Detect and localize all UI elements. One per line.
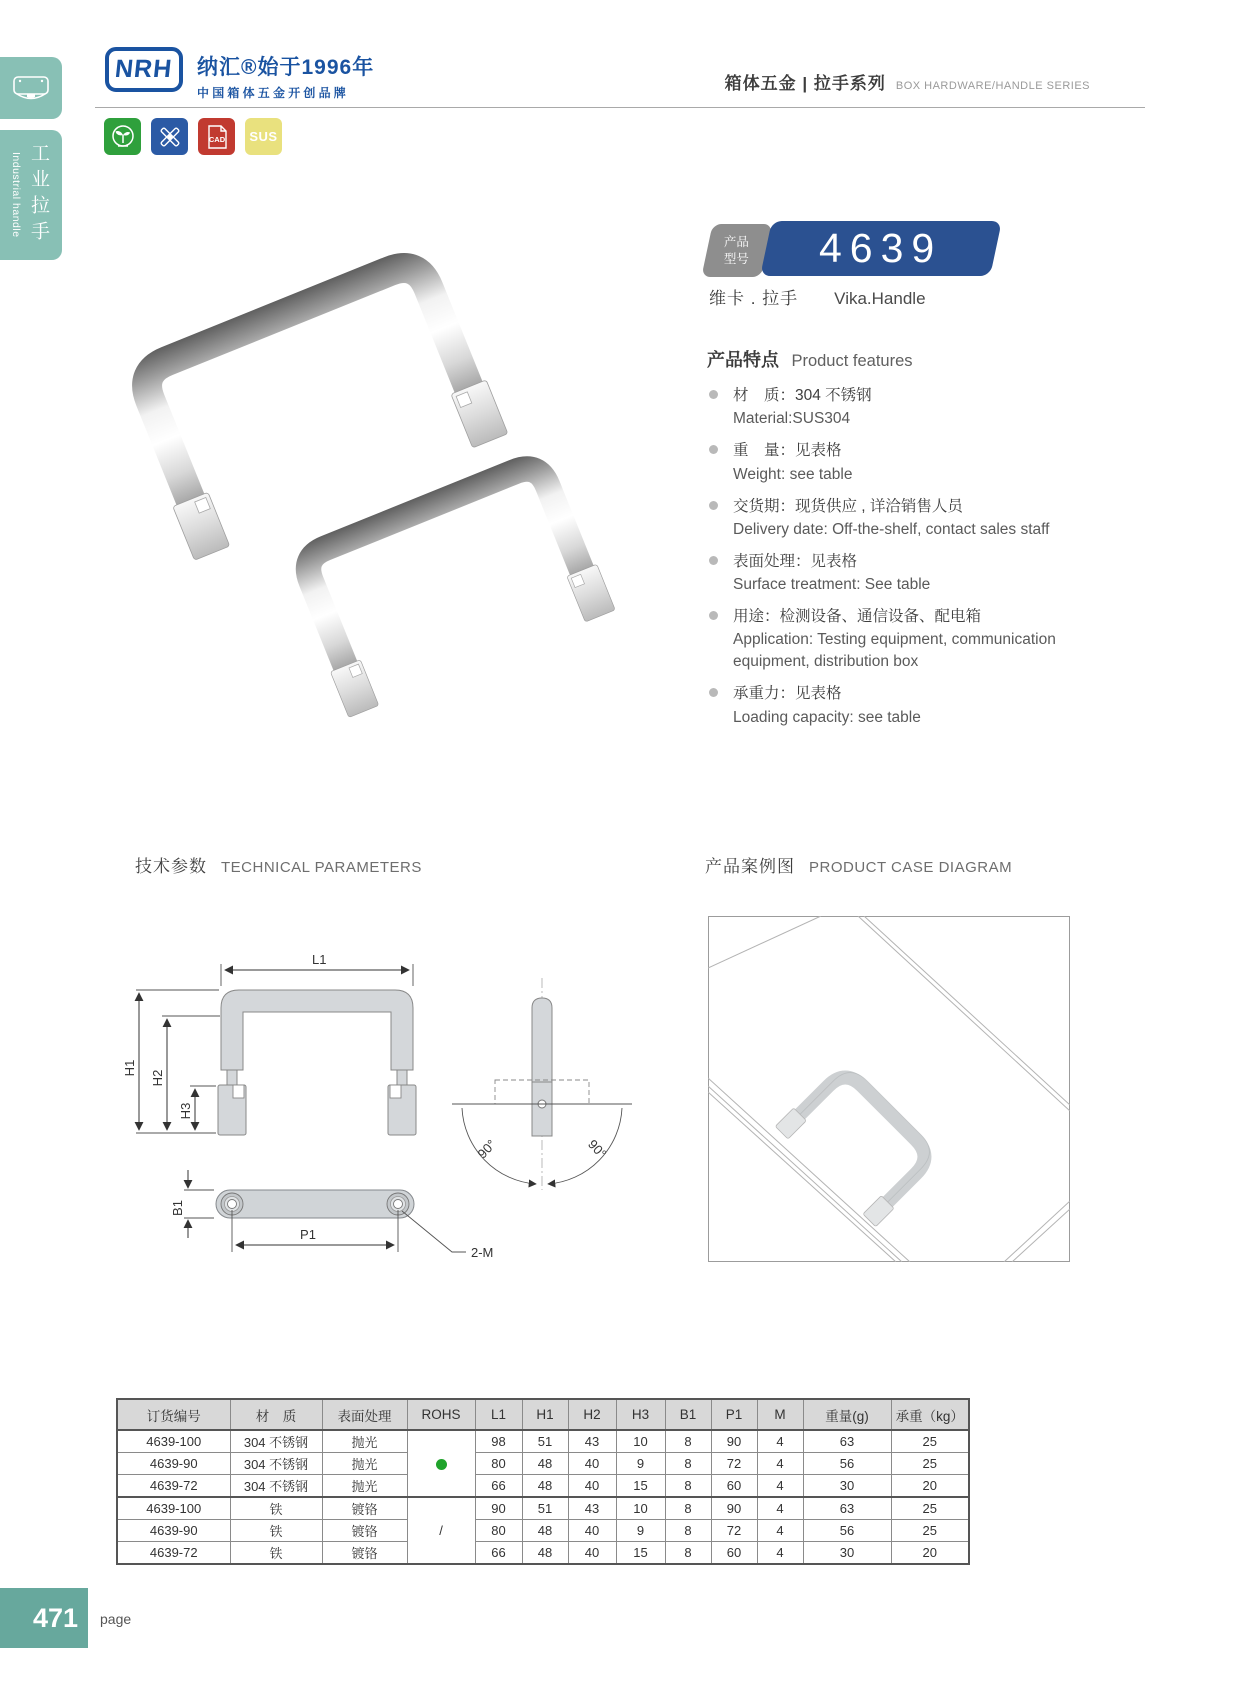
feature-cn: 用途：检测设备、通信设备、配电箱: [733, 608, 982, 625]
cell: 40: [568, 1453, 616, 1475]
table-row: [117, 1520, 969, 1542]
cell: 镀铬: [322, 1520, 407, 1542]
sidebar-category-tab: [0, 57, 62, 119]
features-list: [707, 384, 1095, 729]
cell: 4: [757, 1430, 803, 1453]
cell: 8: [665, 1497, 711, 1520]
cell: 60: [711, 1475, 757, 1498]
cell: 15: [616, 1542, 665, 1565]
cell: 72: [711, 1453, 757, 1475]
column-header: H3: [616, 1399, 665, 1430]
cell: 51: [522, 1497, 568, 1520]
cell: 40: [568, 1520, 616, 1542]
cell: 抛光: [322, 1453, 407, 1475]
cell: 40: [568, 1542, 616, 1565]
page-series-header: [640, 69, 1090, 94]
dim-h1: H1: [122, 1059, 137, 1077]
table-row: [117, 1430, 969, 1453]
cell: 4639-90: [117, 1520, 230, 1542]
feature-item: [707, 495, 1095, 541]
column-header: 承重（kg）: [891, 1399, 969, 1430]
cell: 60: [711, 1542, 757, 1565]
cell: 铁: [230, 1497, 322, 1520]
cell: 63: [803, 1497, 891, 1520]
case-diagram-drawing: [708, 916, 1070, 1262]
rohs-cell: [407, 1430, 475, 1497]
cell: 48: [522, 1542, 568, 1565]
cell: 66: [475, 1542, 522, 1565]
cell: 66: [475, 1475, 522, 1498]
cell: 9: [616, 1520, 665, 1542]
cell: 43: [568, 1497, 616, 1520]
cell: 48: [522, 1453, 568, 1475]
product-name: [709, 284, 926, 309]
dim-p1: P1: [300, 1227, 316, 1242]
cell: 4: [757, 1520, 803, 1542]
feature-en: Delivery date: Off-the-shelf, contact sales staff: [733, 520, 1050, 538]
cell: 4: [757, 1475, 803, 1498]
cell: 304 不锈钢: [230, 1453, 322, 1475]
cell: 90: [711, 1497, 757, 1520]
cell: 4: [757, 1453, 803, 1475]
feature-item: [707, 439, 1095, 485]
cell: 4639-72: [117, 1542, 230, 1565]
tech-title-en: TECHNICAL PARAMETERS: [221, 859, 422, 876]
case-diagram-title: [705, 852, 1012, 877]
table-row: [117, 1475, 969, 1498]
feature-en: Application: Testing equipment, communication equipment, distribution box: [733, 631, 1056, 671]
cell: 80: [475, 1453, 522, 1475]
cell: 25: [891, 1453, 969, 1475]
feature-item: [707, 550, 1095, 596]
rohs-compliant-dot: [436, 1459, 447, 1470]
cell: 8: [665, 1453, 711, 1475]
feature-en: Material:SUS304: [733, 410, 851, 428]
column-header: 表面处理: [322, 1399, 407, 1430]
tech-title-cn: 技术参数: [135, 857, 207, 876]
cell: 抛光: [322, 1475, 407, 1498]
case-title-en: PRODUCT CASE DIAGRAM: [809, 859, 1013, 876]
cell: 20: [891, 1475, 969, 1498]
header-row: [117, 1399, 969, 1430]
case-title-cn: 产品案例图: [705, 857, 795, 876]
cell: 48: [522, 1520, 568, 1542]
dim-h2: H2: [150, 1069, 165, 1087]
cell: 10: [616, 1430, 665, 1453]
cell: 63: [803, 1430, 891, 1453]
page-number: 471: [32, 1602, 78, 1633]
product-features: [707, 346, 1095, 738]
feature-cn: 表面处理：见表格: [733, 552, 858, 570]
table-row: [117, 1497, 969, 1520]
certification-icons: [104, 118, 282, 155]
cell: 4: [757, 1497, 803, 1520]
dim-b1: B1: [170, 1200, 185, 1216]
feature-cn: 交货期：现货供应 , 详洽销售人员: [733, 497, 963, 515]
column-header: H1: [522, 1399, 568, 1430]
cell: 56: [803, 1453, 891, 1475]
feature-en: Surface treatment: See table: [733, 576, 931, 593]
cell: 72: [711, 1520, 757, 1542]
cell: 43: [568, 1430, 616, 1453]
cell: 10: [616, 1497, 665, 1520]
series-title-cn: 箱体五金 | 拉手系列: [724, 74, 886, 93]
feature-item: [707, 682, 1095, 728]
tools-icon: [151, 118, 188, 155]
feature-item: [707, 384, 1095, 430]
table-row: [117, 1453, 969, 1475]
cell: 48: [522, 1475, 568, 1498]
eco-icon: [104, 118, 141, 155]
product-photo: [95, 185, 660, 775]
brand-logo-text: NRH: [113, 55, 175, 83]
cell: 40: [568, 1475, 616, 1498]
page-label: page: [100, 1611, 132, 1627]
cell: 4639-100: [117, 1497, 230, 1520]
features-title-cn: 产品特点: [707, 350, 779, 370]
features-title: [707, 346, 1095, 372]
cell: 51: [522, 1430, 568, 1453]
cell: 25: [891, 1430, 969, 1453]
column-header: 材 质: [230, 1399, 322, 1430]
cell: 铁: [230, 1520, 322, 1542]
handle-small: [287, 456, 615, 717]
technical-parameters-title: [135, 852, 422, 877]
cell: 8: [665, 1542, 711, 1565]
sus-icon: [245, 118, 282, 155]
cell: 25: [891, 1497, 969, 1520]
cell: 4639-72: [117, 1475, 230, 1498]
sidebar-series-tab: [0, 130, 62, 260]
cell: 98: [475, 1430, 522, 1453]
series-title-en: BOX HARDWARE/HANDLE SERIES: [895, 80, 1090, 92]
column-header: M: [757, 1399, 803, 1430]
cell: 8: [665, 1475, 711, 1498]
series-vertical-cn: 工业拉手: [28, 143, 49, 247]
cell: 8: [665, 1520, 711, 1542]
model-number-tag: [760, 221, 1002, 276]
column-header: B1: [665, 1399, 711, 1430]
model-code-label-1: 产品: [724, 234, 750, 249]
cell: 90: [711, 1430, 757, 1453]
cell: 20: [891, 1542, 969, 1565]
cad-icon-label: CAD: [208, 134, 225, 144]
product-name-en: Vika.Handle: [834, 289, 926, 308]
cell: 30: [803, 1542, 891, 1565]
rohs-cell: /: [407, 1497, 475, 1564]
column-header: H2: [568, 1399, 616, 1430]
cell: 56: [803, 1520, 891, 1542]
series-vertical-en: Industrial handle: [10, 152, 22, 238]
handle-large: [121, 253, 507, 560]
cell: 80: [475, 1520, 522, 1542]
spec-table-body: [117, 1430, 969, 1564]
cell: 镀铬: [322, 1542, 407, 1565]
cell: 铁: [230, 1542, 322, 1565]
model-number: 4639: [819, 225, 943, 271]
cell: 15: [616, 1475, 665, 1498]
cell: 8: [665, 1430, 711, 1453]
cell: 304 不锈钢: [230, 1430, 322, 1453]
cad-icon: [198, 118, 235, 155]
cell: 4: [757, 1542, 803, 1565]
cell: 4639-100: [117, 1430, 230, 1453]
feature-cn: 重 量：见表格: [733, 442, 842, 460]
cell: 25: [891, 1520, 969, 1542]
spec-table: [116, 1398, 970, 1565]
sus-icon-label: SUS: [249, 129, 278, 144]
model-code-label-2: 型号: [724, 251, 750, 266]
feature-cn: 材 质：304 不锈钢: [733, 387, 872, 404]
dim-angle-right: 90°: [585, 1136, 610, 1162]
column-header: 订货编号: [117, 1399, 230, 1430]
brand-line1: 纳汇®始于1996年: [197, 56, 375, 79]
product-name-cn: 维卡 . 拉手: [709, 289, 799, 308]
dim-screws: 2-M: [471, 1245, 494, 1260]
brand-slogan: [197, 51, 374, 101]
features-title-en: Product features: [791, 352, 913, 370]
dim-h3: H3: [178, 1102, 193, 1120]
brand-line2: 中国箱体五金开创品牌: [197, 86, 350, 100]
column-header: P1: [711, 1399, 757, 1430]
cell: 抛光: [322, 1430, 407, 1453]
cell: 镀铬: [322, 1497, 407, 1520]
column-header: L1: [475, 1399, 522, 1430]
column-header: ROHS: [407, 1399, 475, 1430]
dim-angle-left: 90°: [474, 1136, 499, 1162]
feature-item: [707, 605, 1095, 673]
brand-logo: [105, 47, 183, 92]
cell: 30: [803, 1475, 891, 1498]
table-row: [117, 1542, 969, 1565]
case-latch-icon: [9, 71, 53, 105]
header-divider: [95, 107, 1145, 108]
dim-l1: L1: [312, 952, 327, 967]
technical-drawing: [100, 878, 660, 1263]
feature-cn: 承重力：见表格: [733, 685, 842, 703]
cell: 90: [475, 1497, 522, 1520]
column-header: 重量(g): [803, 1399, 891, 1430]
cell: 9: [616, 1453, 665, 1475]
cell: 304 不锈钢: [230, 1475, 322, 1498]
feature-en: Weight: see table: [733, 465, 853, 483]
page-number-tab: [0, 1588, 88, 1648]
feature-en: Loading capacity: see table: [733, 708, 921, 726]
cell: 4639-90: [117, 1453, 230, 1475]
